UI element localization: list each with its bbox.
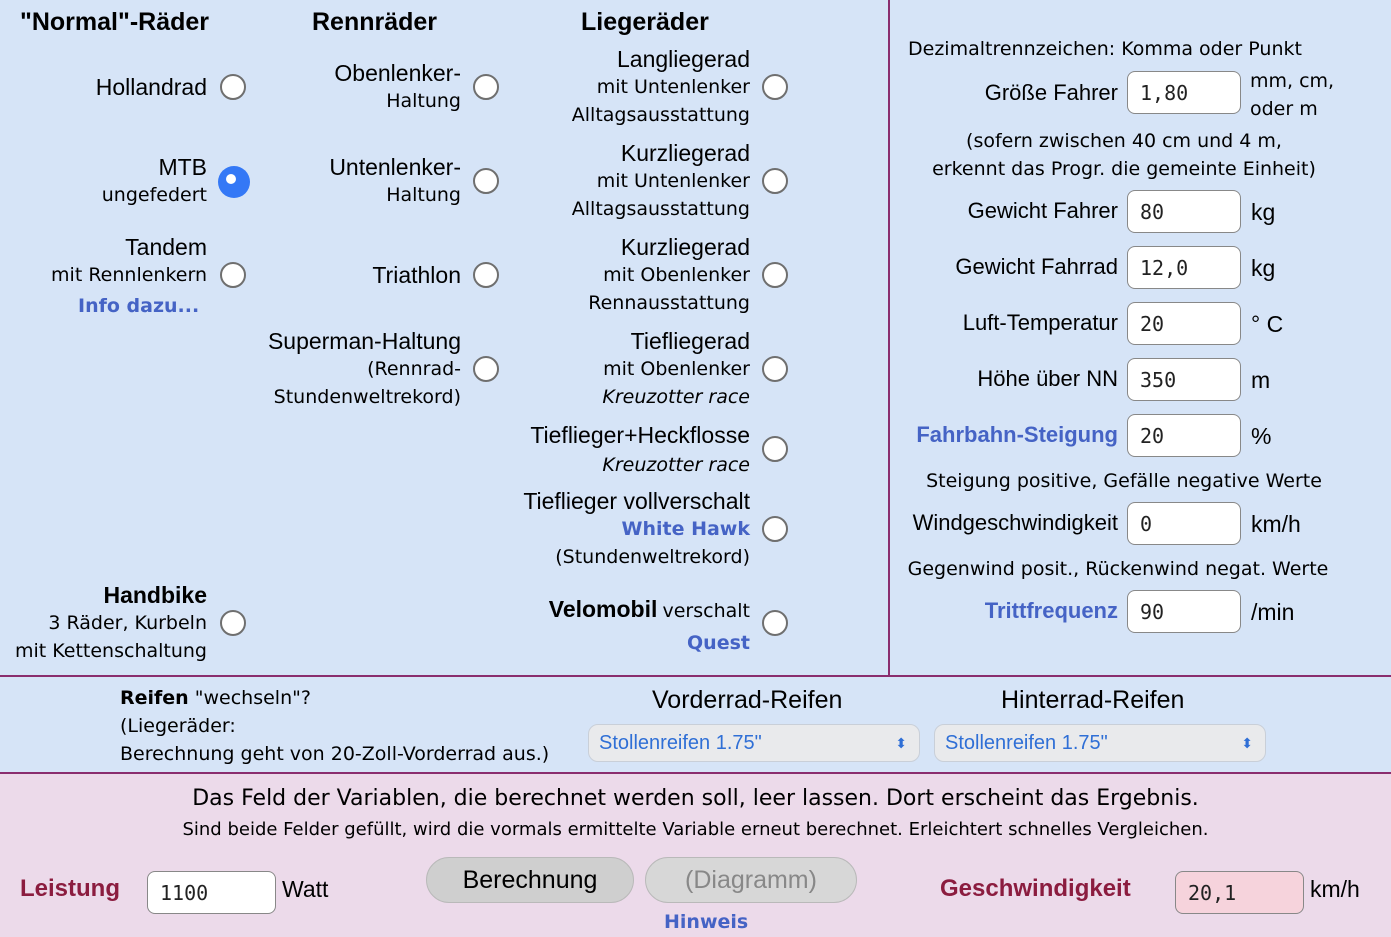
chevron-updown-icon: ⬍ [895,735,907,751]
temperature-unit: ° C [1251,311,1284,337]
speed-unit: km/h [1310,876,1360,902]
calc-instruction-2: Sind beide Felder gefüllt, wird die vormals ermittelte Variable erneut berechnet. Erleichtert schnelles Vergleichen. [182,819,1209,840]
height-note: (sofern zwischen 40 cm und 4 m, erkennt das Progr. die gemeinte Einheit) [932,130,1316,180]
speed-label: Geschwindigkeit [940,875,1131,902]
height-unit: mm, cm, oder m [1250,70,1335,120]
wind-note: Gegenwind posit., Rückenwind negat. Werte [907,558,1329,580]
front-tyre-select[interactable]: Stollenreifen 1.75" ⬍ [588,724,920,762]
radio-obenlenker[interactable] [473,74,499,100]
radio-hollandrad[interactable] [220,74,246,100]
chevron-updown-icon: ⬍ [1241,735,1253,751]
rear-tyre-label: Hinterrad-Reifen [1001,686,1185,714]
bike-weight-input[interactable] [1127,246,1241,289]
calc-instruction-1: Das Feld der Variablen, die berechnet werden soll, leer lassen. Dort erscheint das Ergebnis. [192,786,1199,811]
wind-label: Windgeschwindigkeit [912,510,1118,535]
vertical-divider [888,0,890,675]
slope-link[interactable]: Fahrbahn-Steigung [916,422,1118,447]
temperature-input[interactable] [1127,302,1241,345]
cadence-unit: /min [1251,599,1295,625]
hint-link[interactable]: Hinweis [664,911,749,933]
rider-weight-input[interactable] [1127,190,1241,233]
label-heckflosse: Tieflieger+Heckflosse Kreuzotter race [530,422,750,476]
radio-heckflosse[interactable] [762,436,788,462]
label-hollandrad: Hollandrad [95,74,207,100]
label-mtb: MTB ungefedert [101,154,207,206]
decimal-note: Dezimaltrennzeichen: Komma oder Punkt [908,38,1302,60]
label-kurzliegerad-unten: Kurzliegerad mit Untenlenker Alltagsausstattung [571,140,750,220]
slope-input[interactable] [1127,414,1241,457]
rider-weight-unit: kg [1251,199,1276,225]
label-triathlon: Triathlon [372,262,461,288]
radio-triathlon[interactable] [473,262,499,288]
altitude-label: Höhe über NN [977,366,1118,391]
bike-weight-unit: kg [1251,255,1276,281]
height-label: Größe Fahrer [984,80,1118,105]
label-superman: Superman-Haltung (Rennrad- Stundenweltrekord) [267,328,461,408]
quest-link[interactable]: Quest [687,632,750,654]
radio-kurzliegerad-oben[interactable] [762,262,788,288]
slope-unit: % [1251,423,1272,449]
altitude-unit: m [1251,367,1271,393]
label-langliegerad: Langliegerad mit Untenlenker Alltagsausstattung [571,46,750,126]
diagram-button[interactable]: (Diagramm) [645,857,857,903]
radio-kurzliegerad-unten[interactable] [762,168,788,194]
power-input[interactable] [147,871,276,914]
header-road: Rennräder [312,8,438,36]
temperature-label: Luft-Temperatur [962,310,1118,335]
label-tandem: Tandem mit Rennlenkern [51,234,207,286]
header-normal: "Normal"-Räder [20,8,210,36]
radio-tandem[interactable] [220,262,246,288]
label-vollverschalt: Tieflieger vollverschalt White Hawk (Stundenweltrekord) [523,488,750,568]
tyre-note: Reifen "wechseln"? (Liegeräder: Berechnung geht von 20-Zoll-Vorderrad aus.) [120,687,550,765]
cadence-input[interactable] [1127,590,1241,633]
rider-weight-label: Gewicht Fahrer [967,198,1118,223]
cadence-link[interactable]: Trittfrequenz [984,598,1118,623]
header-recumbent: Liegeräder [581,8,709,36]
rear-tyre-select[interactable]: Stollenreifen 1.75" ⬍ [934,724,1266,762]
label-kurzliegerad-oben: Kurzliegerad mit Obenlenker Rennausstattung [588,234,750,314]
radio-langliegerad[interactable] [762,74,788,100]
bike-weight-label: Gewicht Fahrrad [955,254,1118,279]
wind-unit: km/h [1251,511,1301,537]
height-input[interactable] [1127,71,1241,114]
radio-handbike[interactable] [220,610,246,636]
power-label: Leistung [20,875,120,902]
label-untenlenker: Untenlenker- Haltung [329,154,461,206]
white-hawk-link[interactable]: White Hawk [621,518,750,540]
calculate-button[interactable]: Berechnung [426,857,634,903]
slope-note: Steigung positive, Gefälle negative Werte [926,470,1322,492]
speed-input[interactable] [1175,871,1304,914]
radio-velomobil[interactable] [762,610,788,636]
front-tyre-label: Vorderrad-Reifen [652,686,843,714]
altitude-input[interactable] [1127,358,1241,401]
radio-mtb[interactable] [218,166,250,198]
label-tiefliegerad: Tiefliegerad mit Obenlenker Kreuzotter race [602,328,750,408]
wind-input[interactable] [1127,502,1241,545]
power-unit: Watt [282,876,329,902]
label-handbike: Handbike 3 Räder, Kurbeln mit Kettenschaltung [14,582,207,662]
label-velomobil: Velomobil verschalt Quest [549,595,750,657]
radio-vollverschalt[interactable] [762,516,788,542]
radio-tiefliegerad[interactable] [762,356,788,382]
radio-superman[interactable] [473,356,499,382]
radio-untenlenker[interactable] [473,168,499,194]
label-obenlenker: Obenlenker- Haltung [334,60,461,112]
tandem-info-link[interactable]: Info dazu... [78,295,200,317]
